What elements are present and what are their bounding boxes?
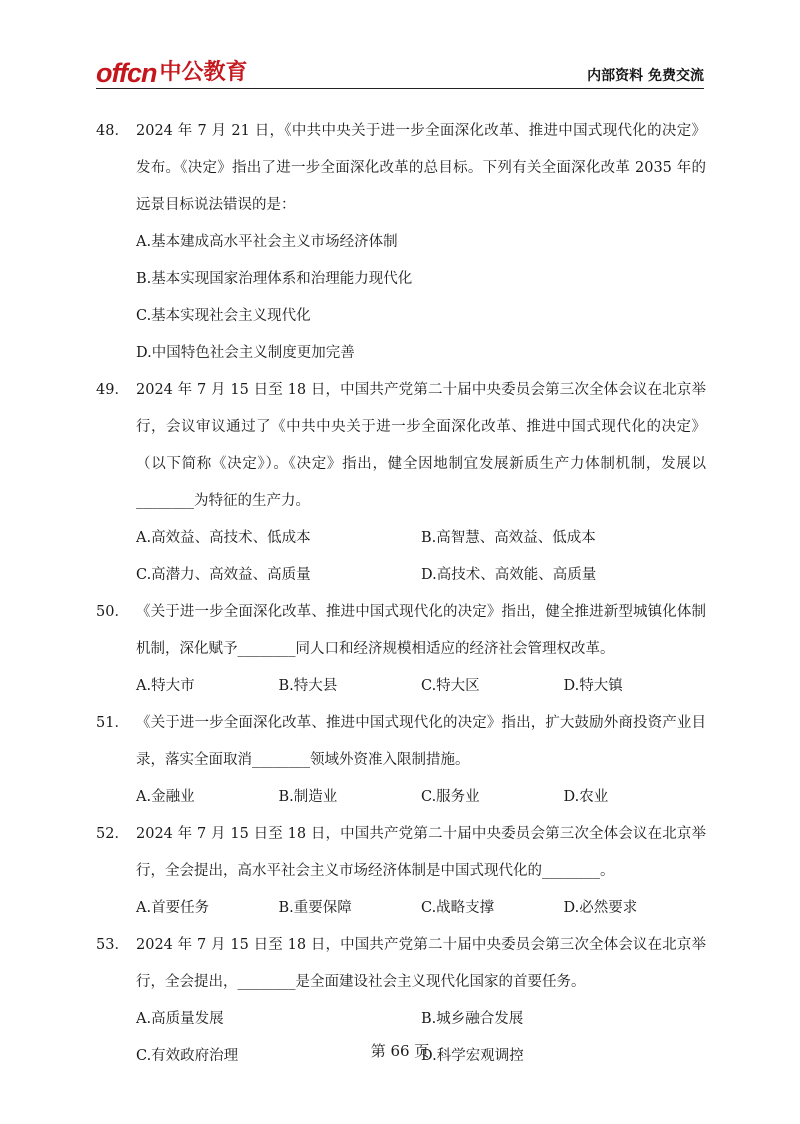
option-c: C.高潜力、高效益、高质量	[136, 567, 311, 583]
option-d: D.农业	[563, 789, 609, 805]
question-text: 2024 年 7 月 21 日，《中共中央关于进一步全面深化改革、推进中国式现代化的决定》发布。《决定》指出了进一步全面深化改革的总目标。下列有关全面深化改革 2035 年的远景目标说法错误的是：	[136, 123, 706, 213]
option-b: B.重要保障	[278, 900, 352, 916]
option-a: A.基本建成高水平社会主义市场经济体制	[136, 234, 398, 250]
option-c: C.服务业	[421, 789, 480, 805]
options	[136, 1001, 706, 1075]
option-b: B.制造业	[278, 789, 338, 805]
option-d: D.必然要求	[563, 900, 638, 916]
option-a: A.高效益、高技术、低成本	[136, 530, 311, 546]
offcn-logo	[96, 58, 248, 88]
question-48	[96, 113, 706, 372]
option-b: B.城乡融合发展	[421, 1011, 524, 1027]
question-number: 53．	[96, 937, 129, 953]
page-header	[96, 58, 704, 89]
question-52	[96, 816, 706, 927]
question-number: 49．	[96, 382, 129, 398]
options	[136, 224, 706, 372]
option-c: C.战略支撑	[421, 900, 495, 916]
option-a: A.首要任务	[136, 900, 210, 916]
logo-chinese: 中公教育	[159, 60, 248, 85]
option-a: A.金融业	[136, 789, 195, 805]
question-text: 《关于进一步全面深化改革、推进中国式现代化的决定》指出，扩大鼓励外商投资产业目录，落实全面取消________领域外资准入限制措施。	[136, 715, 706, 768]
question-50	[96, 594, 706, 705]
question-text: 2024 年 7 月 15 日至 18 日，中国共产党第二十届中央委员会第三次全体会议在北京举行，全会提出，________是全面建设社会主义现代化国家的首要任务。	[136, 937, 706, 990]
option-a: A.高质量发展	[136, 1011, 224, 1027]
option-d: D.特大镇	[563, 678, 623, 694]
question-number: 51．	[96, 715, 129, 731]
options	[136, 779, 706, 816]
question-number: 48．	[96, 123, 129, 139]
option-c: C.基本实现社会主义现代化	[136, 308, 311, 324]
page-number: 第 66 页	[370, 1042, 430, 1060]
option-b: B.高智慧、高效益、低成本	[421, 530, 596, 546]
question-number: 52．	[96, 826, 129, 842]
question-49	[96, 372, 706, 594]
logo-latin: offcn	[96, 58, 157, 88]
option-d: D.中国特色社会主义制度更加完善	[136, 345, 355, 361]
option-b: B.特大县	[278, 678, 338, 694]
option-c: C.特大区	[421, 678, 480, 694]
question-list	[96, 113, 706, 1075]
option-c: C.有效政府治理	[136, 1048, 239, 1064]
question-text: 2024 年 7 月 15 日至 18 日，中国共产党第二十届中央委员会第三次全体会议在北京举行，会议审议通过了《中共中央关于进一步全面深化改革、推进中国式现代化的决定》（以下简称《决定》）。《决定》指出，健全因地制宜发展新质生产力体制机制，发展以________为特征的生产力。	[136, 382, 706, 509]
header-note: 内部资料 免费交流	[587, 68, 704, 84]
option-d: D.高技术、高效能、高质量	[421, 567, 597, 583]
options	[136, 890, 706, 927]
option-a: A.特大市	[136, 678, 195, 694]
question-51	[96, 705, 706, 816]
question-text: 2024 年 7 月 15 日至 18 日，中国共产党第二十届中央委员会第三次全体会议在北京举行，全会提出，高水平社会主义市场经济体制是中国式现代化的________。	[136, 826, 706, 879]
option-d: D.科学宏观调控	[421, 1048, 524, 1064]
option-b: B.基本实现国家治理体系和治理能力现代化	[136, 271, 413, 287]
options	[136, 520, 706, 594]
options	[136, 668, 706, 705]
question-text: 《关于进一步全面深化改革、推进中国式现代化的决定》指出，健全推进新型城镇化体制机制，深化赋予________同人口和经济规模相适应的经济社会管理权改革。	[136, 604, 706, 657]
question-number: 50．	[96, 604, 129, 620]
